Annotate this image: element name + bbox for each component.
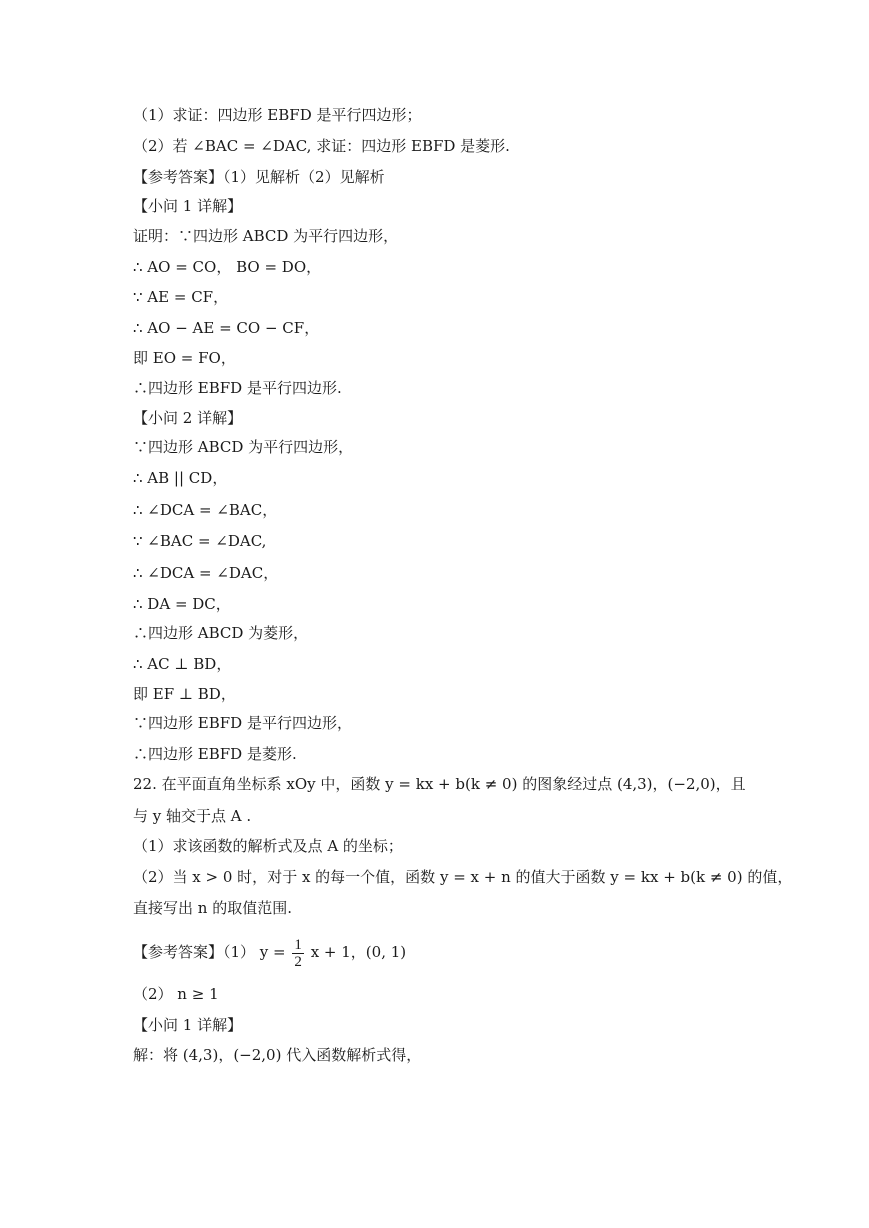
fraction [292, 937, 304, 970]
answer-suffix: x + 1，(0, 1) [310, 943, 407, 961]
text-line: ∵ AE = CF， [133, 288, 229, 306]
text-line: ∴ AB || CD， [133, 469, 228, 487]
text-line: ∵四边形 ABCD 为平行四边形， [133, 438, 354, 456]
answer-22 [133, 934, 406, 970]
section-heading: 【小问 1 详解】 [133, 197, 243, 215]
text-line: ∴ AO = CO， BO = DO， [133, 258, 322, 276]
text-line: ∴ ∠DCA = ∠DAC， [133, 564, 279, 582]
text-line: 证明：∵四边形 ABCD 为平行四边形， [133, 227, 399, 245]
text-line: 解：将 (4,3)，(−2,0) 代入函数解析式得， [133, 1046, 422, 1064]
text-line: 即 EO = FO， [133, 349, 236, 367]
fraction-numerator: 1 [294, 936, 302, 953]
answer-heading: 【参考答案】（1）见解析（2）见解析 [133, 168, 385, 186]
fraction-denominator: 2 [294, 953, 302, 970]
text-line: 与 y 轴交于点 A . [133, 807, 252, 825]
text-line: （2） n ≥ 1 [133, 985, 219, 1003]
text-line: （1）求该函数的解析式及点 A 的坐标； [133, 837, 403, 855]
text-line: 直接写出 n 的取值范围. [133, 899, 292, 917]
text-line: ∴ AC ⊥ BD， [133, 655, 232, 673]
text-line: （1）求证：四边形 EBFD 是平行四边形； [133, 106, 422, 124]
text-line: ∵ ∠BAC = ∠DAC, [133, 532, 267, 550]
text-line: 即 EF ⊥ BD， [133, 685, 236, 703]
answer-prefix: 【参考答案】（1） y = [133, 943, 291, 961]
text-line: （2）当 x > 0 时，对于 x 的每一个值，函数 y = x + n 的值大于函数 y = kx + b(k ≠ 0) 的值， [133, 868, 793, 886]
text-line: ∵四边形 EBFD 是平行四边形， [133, 714, 352, 732]
text-line: ∴四边形 EBFD 是菱形. [133, 745, 297, 763]
text-line: （2）若 ∠BAC = ∠DAC, 求证：四边形 EBFD 是菱形. [133, 137, 510, 155]
question-22-stem: 22. 在平面直角坐标系 xOy 中，函数 y = kx + b(k ≠ 0) 的图象经过点 (4,3)，(−2,0)，且 [133, 775, 746, 793]
section-heading: 【小问 1 详解】 [133, 1016, 243, 1034]
text-line: ∴ ∠DCA = ∠BAC， [133, 501, 278, 519]
text-line: ∴四边形 ABCD 为菱形， [133, 624, 309, 642]
text-line: ∴ AO − AE = CO − CF， [133, 319, 320, 337]
text-line: ∴ DA = DC， [133, 595, 231, 613]
text-line: ∴四边形 EBFD 是平行四边形. [133, 379, 342, 397]
section-heading: 【小问 2 详解】 [133, 409, 243, 427]
